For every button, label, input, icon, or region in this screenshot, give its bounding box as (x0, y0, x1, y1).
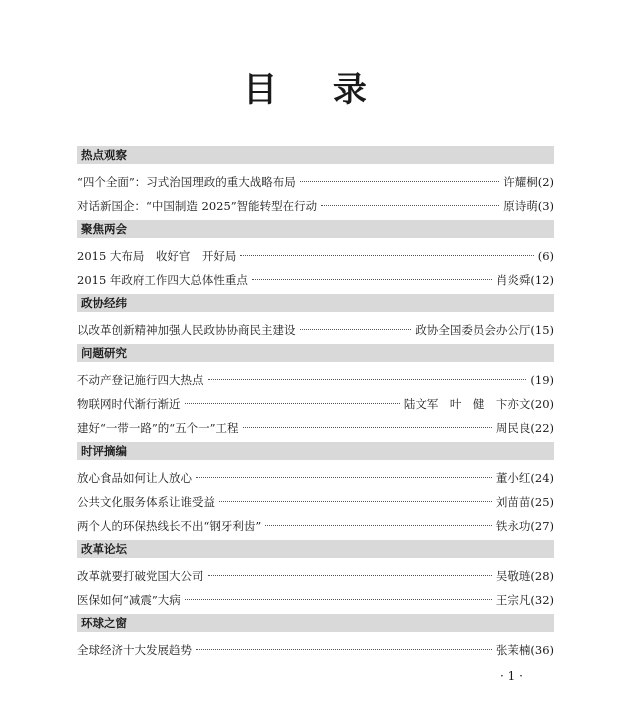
section-heading: 时评摘编 (77, 442, 554, 460)
table-of-contents (77, 144, 554, 662)
dot-leader (196, 649, 492, 650)
entry-title: 两个人的环保热线长不出“钢牙利齿” (77, 519, 262, 533)
toc-entry[interactable] (77, 638, 554, 662)
entry-title: 医保如何“减震”大病 (77, 593, 181, 607)
entry-page: (27) (530, 519, 554, 533)
toc-entry[interactable] (77, 490, 554, 514)
entry-author: 刘苗苗 (495, 495, 531, 509)
dot-leader (321, 205, 499, 206)
dot-leader (185, 599, 492, 600)
toc-section (77, 540, 554, 612)
section-heading: 政协经纬 (77, 294, 554, 312)
section-heading: 聚焦两会 (77, 220, 554, 238)
section-heading: 改革论坛 (77, 540, 554, 558)
page-number: · 1 · (500, 669, 523, 683)
entry-title: “四个全面”：习式治国理政的重大战略布局 (77, 175, 296, 189)
entry-page: (15) (530, 323, 554, 337)
entry-author: 许耀桐 (503, 175, 538, 189)
toc-entry[interactable] (77, 416, 554, 440)
entry-title: 公共文化服务体系让谁受益 (77, 495, 215, 509)
toc-section (77, 344, 554, 440)
toc-entry[interactable] (77, 244, 554, 268)
toc-entry[interactable] (77, 318, 554, 342)
toc-entry[interactable] (77, 392, 554, 416)
toc-section (77, 220, 554, 292)
dot-leader (240, 255, 533, 256)
entry-page: (32) (530, 593, 554, 607)
entry-title: 全球经济十大发展趋势 (77, 643, 192, 657)
entry-title: 放心食品如何让人放心 (77, 471, 192, 485)
dot-leader (252, 279, 492, 280)
dot-leader (185, 403, 400, 404)
entry-title: 以改革创新精神加强人民政协协商民主建设 (77, 323, 296, 337)
entry-page: (6) (537, 249, 554, 263)
toc-entry[interactable] (77, 564, 554, 588)
entry-author: 吴敬琏 (495, 569, 531, 583)
section-heading: 环球之窗 (77, 614, 554, 632)
toc-entry[interactable] (77, 588, 554, 612)
section-heading: 热点观察 (77, 146, 554, 164)
toc-section (77, 442, 554, 538)
toc-section (77, 146, 554, 218)
entry-title: 不动产登记施行四大热点 (77, 373, 204, 387)
entry-author: 原诗萌 (503, 199, 538, 213)
entry-author: 铁永功 (495, 519, 531, 533)
toc-section (77, 294, 554, 342)
entry-page: (28) (530, 569, 554, 583)
toc-entry[interactable] (77, 268, 554, 292)
entry-title: 建好“一带一路”的“五个一”工程 (77, 421, 239, 435)
dot-leader (243, 427, 492, 428)
entry-page: (24) (530, 471, 554, 485)
toc-entry[interactable] (77, 194, 554, 218)
entry-author: 肖炎舜 (495, 273, 531, 287)
entry-author: 政协全国委员会办公厅 (415, 323, 531, 337)
toc-entry[interactable] (77, 514, 554, 538)
entry-author: 张茉楠 (495, 643, 531, 657)
dot-leader (208, 379, 527, 380)
dot-leader (196, 477, 492, 478)
entry-author: 王宗凡 (495, 593, 531, 607)
entry-page: (25) (530, 495, 554, 509)
entry-page: (20) (530, 397, 554, 411)
toc-entry[interactable] (77, 466, 554, 490)
dot-leader (300, 181, 499, 182)
entry-author: 董小红 (495, 471, 531, 485)
entry-title: 2015 大布局 收好官 开好局 (77, 249, 237, 263)
entry-title: 物联网时代渐行渐近 (77, 397, 181, 411)
dot-leader (300, 329, 412, 330)
entry-title: 对话新国企：“中国制造 2025”智能转型在行动 (77, 199, 318, 213)
toc-entry[interactable] (77, 170, 554, 194)
page-title: 目 录 (243, 70, 389, 110)
dot-leader (219, 501, 492, 502)
entry-page: (3) (537, 199, 554, 213)
entry-author: 陆文军 叶 健 卞亦文 (403, 397, 531, 411)
section-heading: 问题研究 (77, 344, 554, 362)
entry-page: (12) (530, 273, 554, 287)
dot-leader (208, 575, 492, 576)
dot-leader (265, 525, 492, 526)
entry-page: (19) (530, 373, 554, 387)
entry-page: (2) (537, 175, 554, 189)
entry-page: (22) (530, 421, 554, 435)
entry-author: 周民良 (495, 421, 531, 435)
entry-title: 改革就要打破党国大公司 (77, 569, 204, 583)
toc-section (77, 614, 554, 662)
toc-entry[interactable] (77, 368, 554, 392)
entry-page: (36) (530, 643, 554, 657)
entry-title: 2015 年政府工作四大总体性重点 (77, 273, 248, 287)
